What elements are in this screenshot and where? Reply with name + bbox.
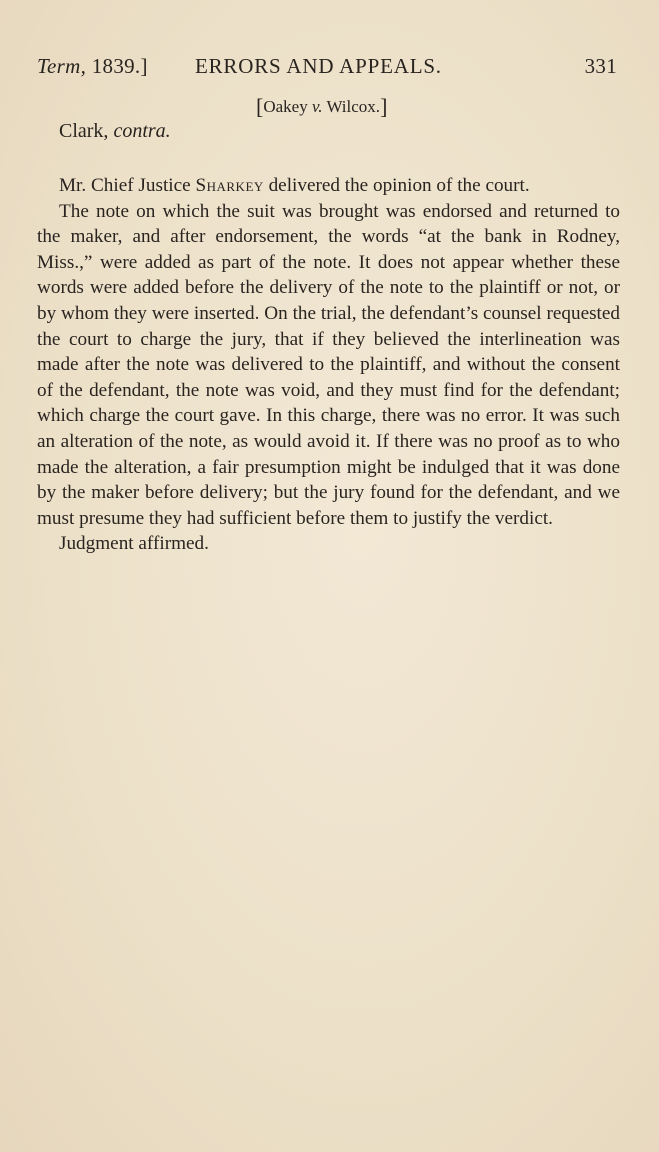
running-head-term [37, 54, 148, 79]
opinion-body: The note on which the suit was brought was endorsed and returned to the maker, and after endorsement, the words “at the bank in Rodney, Miss.,” were added as part of the note. It does not appear whether these words were added before the delivery of the note to the plaintiff or not, or by whom they were inserted. On the trial, the defendant’s counsel requested the court to charge the jury, that if they believed the interlineation was made after the note was delivered to the plaintiff, and without the consent of the defendant, the note was void, and they must find for the defendant; which charge the court gave. In this charge, there was no error. It was such an alteration of the note, as would avoid it. If there was no proof as to who made the alteration, a fair presumption might be indulged that it was done by the maker before delivery; but the jury found for the defendant, and we must presume they had sufficient before them to justify the verdict. [37, 200, 620, 529]
caption-versus: v. [311, 97, 323, 116]
counsel-name: Clark, [59, 120, 114, 142]
caption-close-bracket: ] [380, 94, 388, 119]
caption-defendant: Wilcox. [322, 97, 381, 116]
case-caption [256, 94, 387, 120]
opinion-text [37, 173, 620, 557]
page-number: 331 [584, 54, 617, 78]
opinion-intro [37, 173, 620, 199]
counsel-line [59, 120, 171, 143]
running-head [37, 54, 617, 82]
term-year: 1839.] [86, 54, 148, 78]
caption-plaintiff: Oakey [263, 97, 312, 116]
opinion-intro-after: delivered the opinion of the court. [263, 175, 530, 196]
term-label: Term, [37, 54, 87, 78]
opinion-intro-before: Mr. Chief Justice [59, 175, 196, 196]
justice-name: Sharkey [195, 175, 264, 196]
caption-open-bracket: [ [256, 94, 264, 119]
running-head-title: ERRORS AND APPEALS. [195, 54, 442, 78]
judgment: Judgment affirmed. [59, 533, 209, 555]
counsel-role: contra. [113, 120, 171, 142]
